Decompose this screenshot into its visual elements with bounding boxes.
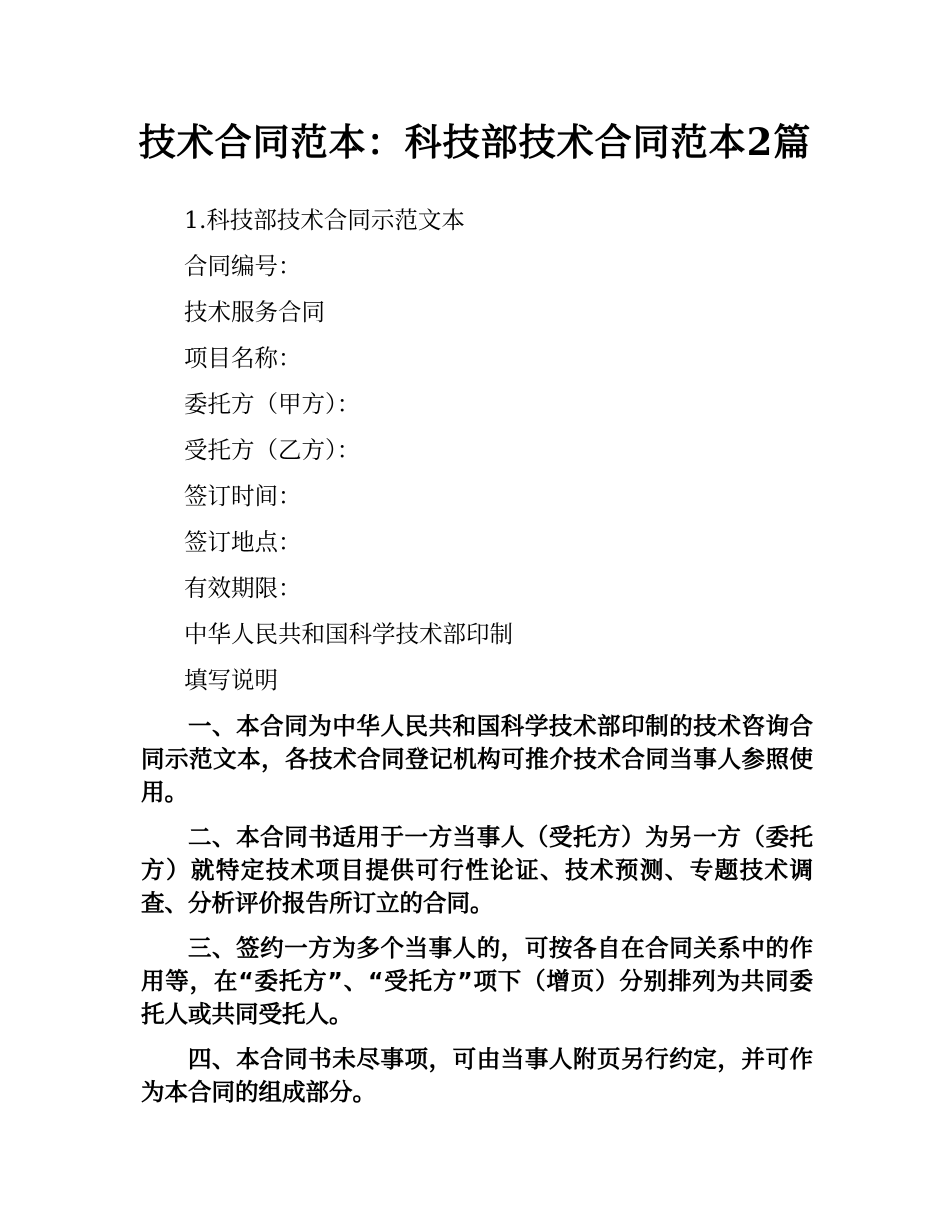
instruction-paragraph-3: 三、签约一方为多个当事人的，可按各自在合同关系中的作用等，在“委托方”、“受托方”项下（增页）分别排列为共同委托人或共同受托人。 — [141, 934, 813, 1028]
document-title: 技术合同范本：科技部技术合同范本2篇 — [138, 120, 812, 164]
instruction-paragraph-2: 二、本合同书适用于一方当事人（受托方）为另一方（委托方）就特定技术项目提供可行性论证、技术预测、专题技术调查、分析评价报告所订立的合同。 — [141, 823, 813, 917]
signing-time-label: 签订时间： — [184, 482, 302, 510]
contract-header-lines — [184, 200, 824, 706]
issuer-line: 中华人民共和国科学技术部印制 — [184, 620, 513, 648]
contract-number-label: 合同编号： — [184, 252, 302, 280]
instructions-heading: 填写说明 — [184, 666, 278, 694]
validity-period-label: 有效期限： — [184, 574, 302, 602]
signing-place-label: 签订地点： — [184, 528, 302, 556]
instruction-paragraph-4: 四、本合同书未尽事项，可由当事人附页另行约定，并可作为本合同的组成部分。 — [141, 1045, 813, 1106]
instructions-section — [141, 710, 813, 1121]
instruction-paragraph-1: 一、本合同为中华人民共和国科学技术部印制的技术咨询合同示范文本，各技术合同登记机构可推介技术合同当事人参照使用。 — [141, 712, 813, 806]
client-party-label: 委托方（甲方）： — [184, 390, 361, 418]
section-heading: 1.科技部技术合同示范文本 — [184, 206, 465, 234]
contract-type: 技术服务合同 — [184, 298, 325, 326]
contractor-party-label: 受托方（乙方）： — [184, 436, 361, 464]
project-name-label: 项目名称： — [184, 344, 302, 372]
